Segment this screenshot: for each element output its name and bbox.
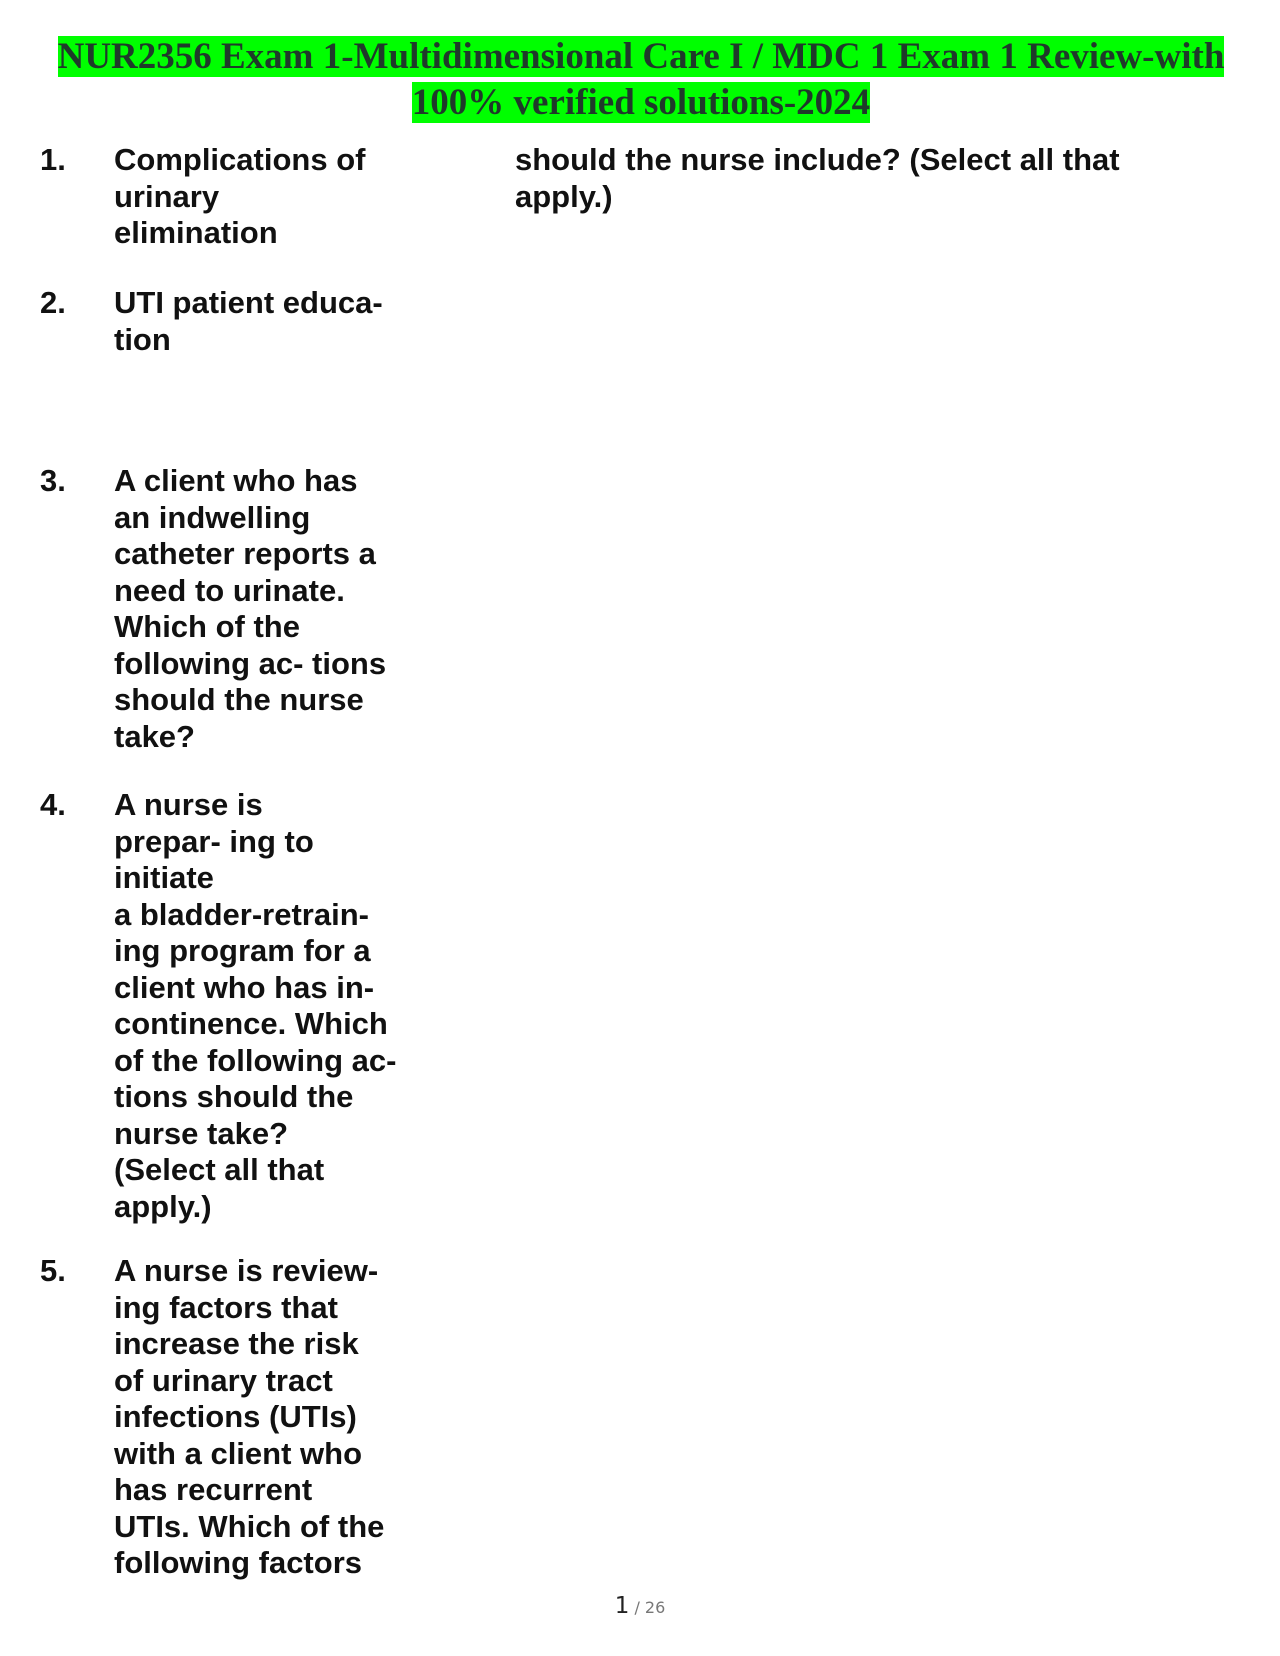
question-item	[40, 463, 386, 755]
title-line-1: NUR2356 Exam 1-Multidimensional Care I / MDC 1 Exam 1 Review-with	[57, 36, 1225, 77]
page-indicator	[0, 1593, 1280, 1619]
question-number: 4.	[40, 787, 66, 822]
question-number: 1.	[40, 142, 66, 177]
question-text: A client who has an indwelling catheter reports a need to urinate. Which of the following ac- tions should the nurse take?	[114, 463, 387, 754]
answer-column-continuation: should the nurse include? (Select all that apply.)	[515, 142, 1120, 214]
question-number: 5.	[40, 1253, 66, 1288]
question-text: Complications of urinary elimination	[114, 142, 366, 250]
title-line-2: 100% verified solutions-2024	[411, 82, 871, 123]
question-text: A nurse is prepar- ing to initiate a bladder-retrain- ing program for a client who has in- continence. Which of the following ac- tions should the nurse take? (Select all that apply.)	[114, 787, 397, 1224]
question-text: A nurse is review- ing factors that increase the risk of urinary tract infections (UTIs) with a client who has recurrent UTIs. Which of the following factors	[114, 1253, 385, 1580]
question-item	[40, 1253, 384, 1582]
question-number: 2.	[40, 285, 66, 320]
question-number: 3.	[40, 463, 66, 498]
total-pages: / 26	[634, 1598, 666, 1617]
question-item	[40, 787, 396, 1225]
question-item	[40, 142, 365, 252]
current-page: 1	[614, 1593, 630, 1619]
question-item	[40, 285, 383, 358]
document-title	[30, 34, 1252, 126]
question-text: UTI patient educa- tion	[114, 285, 383, 357]
